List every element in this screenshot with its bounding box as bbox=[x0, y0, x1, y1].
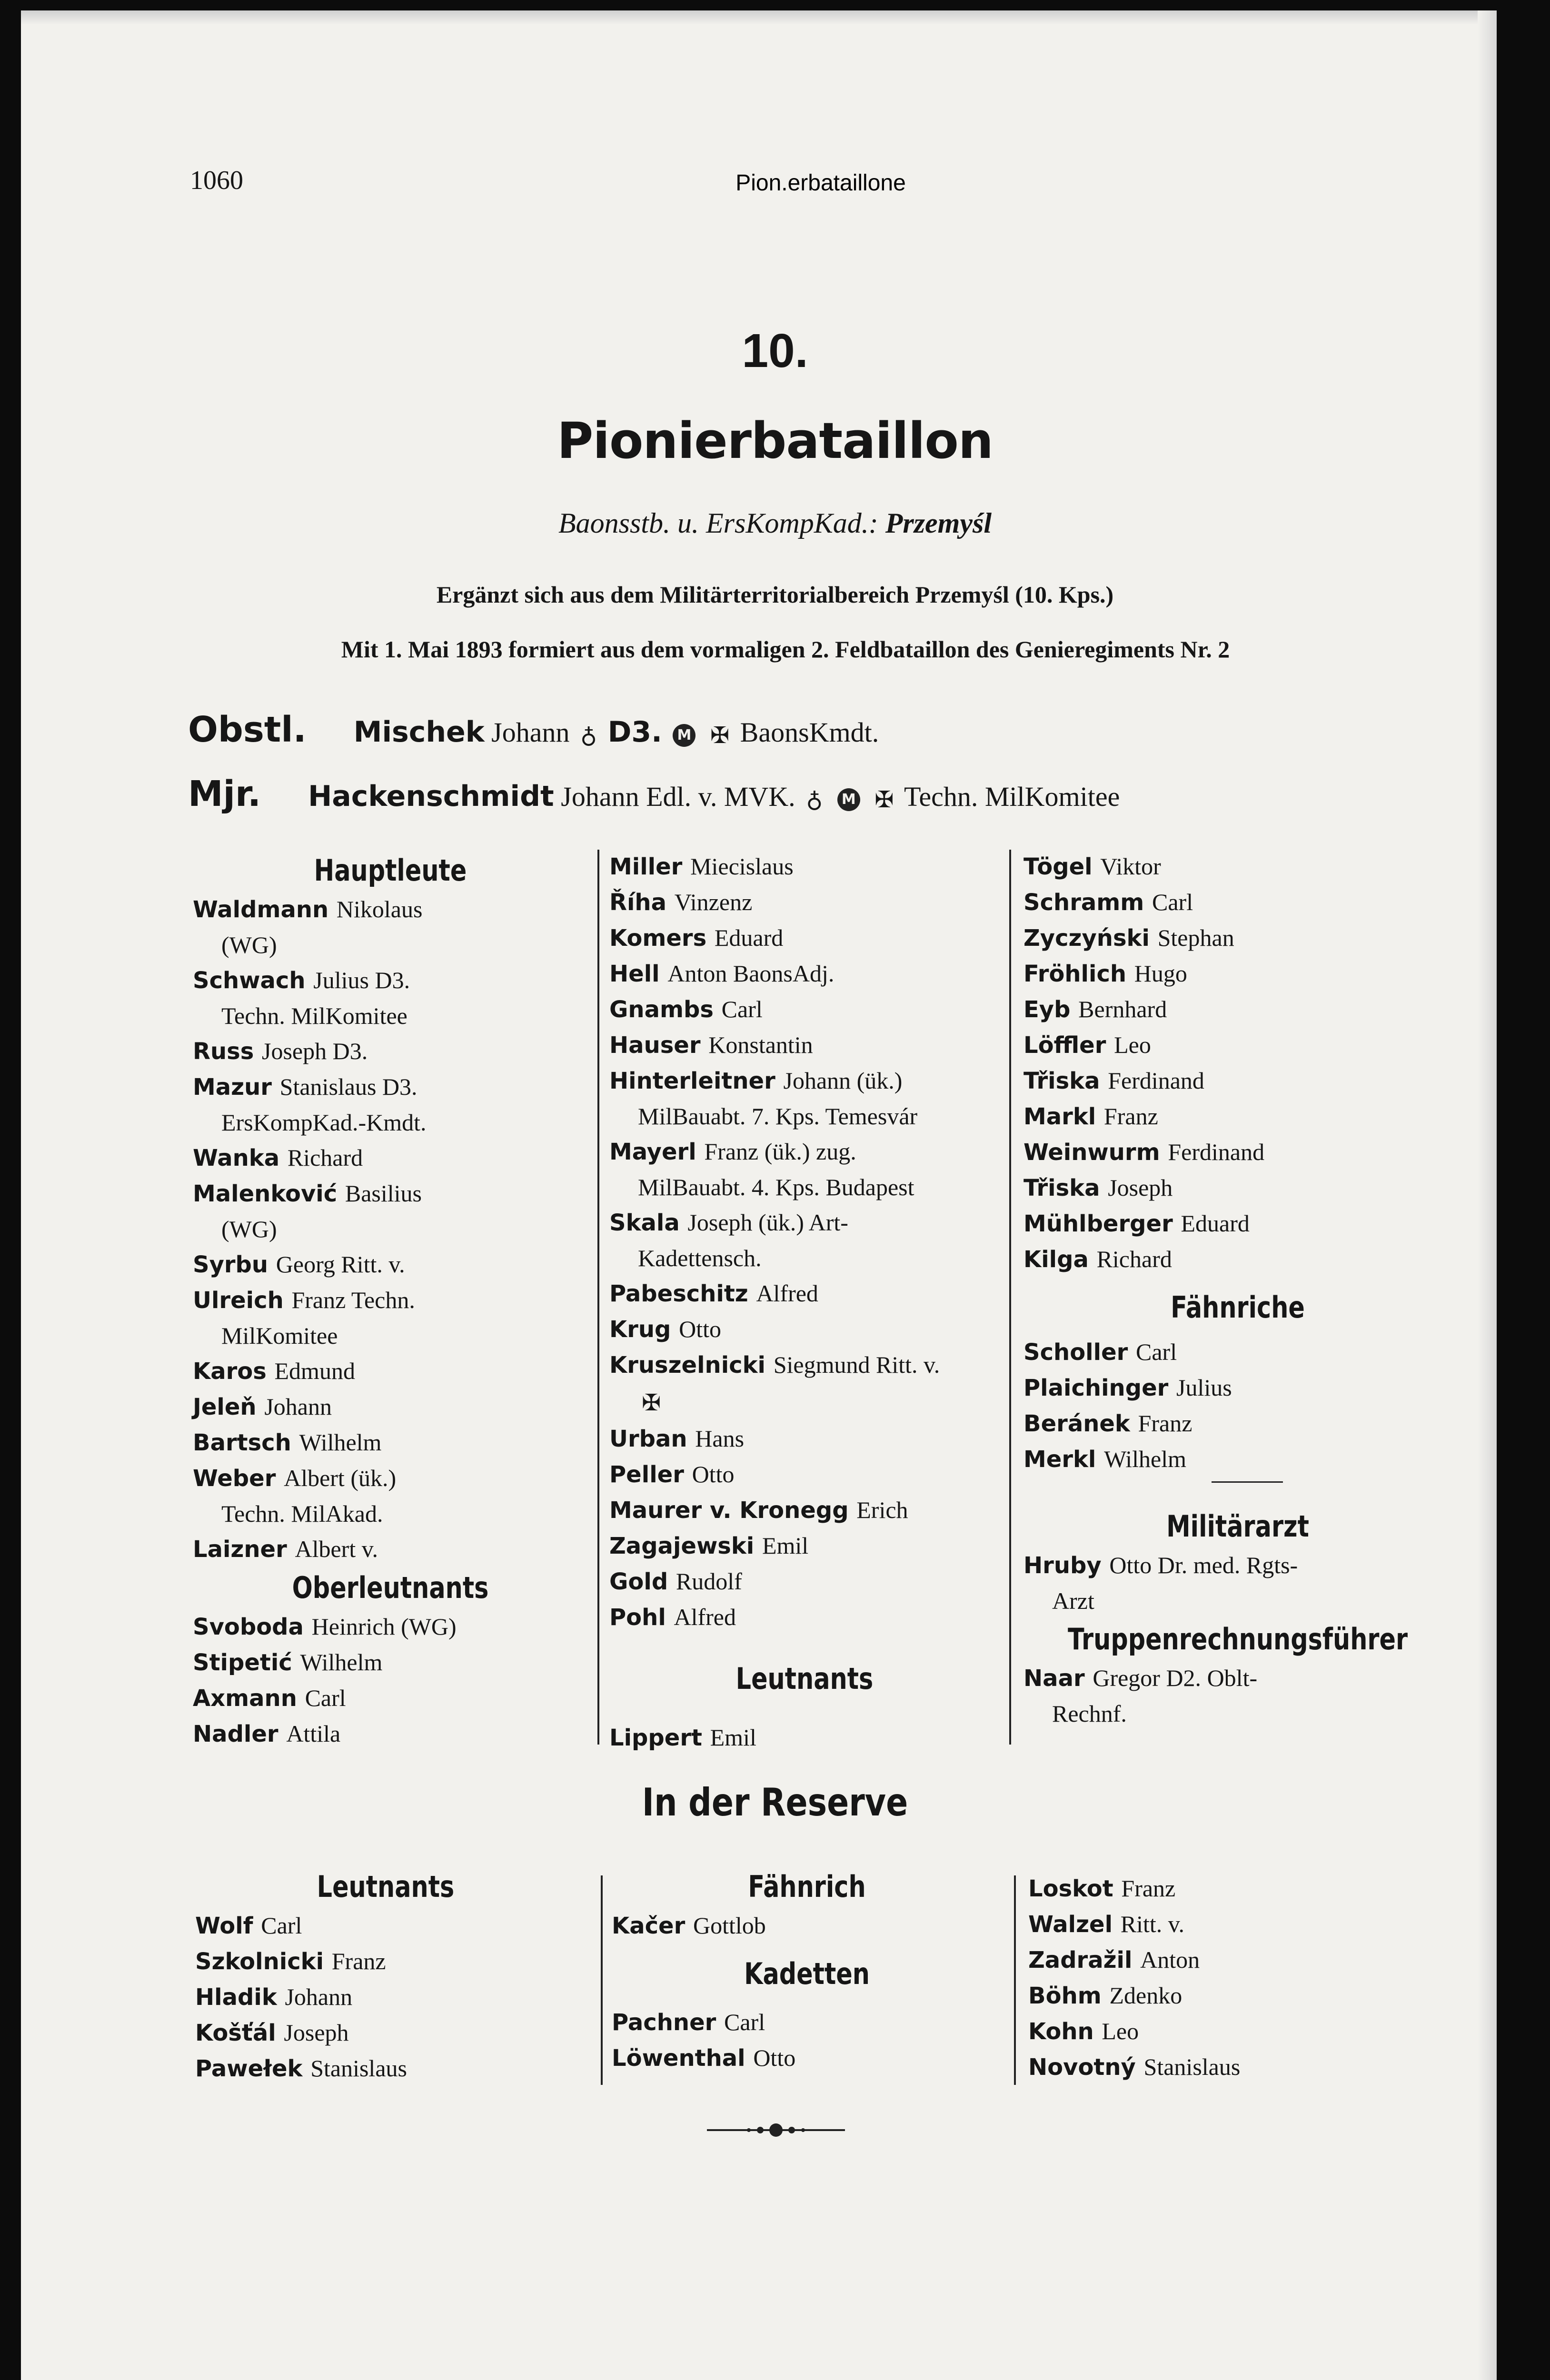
entry-continuation bbox=[193, 1318, 588, 1353]
entry-continuation bbox=[609, 1099, 1000, 1134]
given-name: Leo bbox=[1114, 1031, 1151, 1058]
function: BaonsKmdt. bbox=[740, 717, 879, 748]
heading-oberleutnants: Oberleutnants bbox=[292, 1570, 489, 1605]
given-name: Georg Ritt. v. bbox=[276, 1251, 405, 1278]
surname: Pabeschitz bbox=[609, 1280, 756, 1307]
intro-line-1: Ergänzt sich aus dem Militärterritorialbereich Przemyśl (10. Kps.) bbox=[436, 581, 1114, 608]
given-name: Joseph bbox=[687, 1209, 753, 1236]
officer-entry bbox=[609, 1027, 1000, 1063]
given-name: Gregor D2. bbox=[1093, 1665, 1202, 1691]
surname: Kačer bbox=[612, 1913, 693, 1939]
given-name: Attila bbox=[286, 1720, 341, 1747]
entry-continuation bbox=[193, 1496, 588, 1531]
heading-reserve-leutnants: Leutnants bbox=[317, 1869, 455, 1904]
given-name: Emil bbox=[762, 1532, 809, 1559]
surname: Mühlberger bbox=[1023, 1210, 1181, 1237]
given-name: Stanislaus bbox=[310, 2055, 407, 2082]
officer-entry bbox=[609, 992, 1000, 1027]
given-name: Richard bbox=[1096, 1246, 1172, 1272]
column-rule bbox=[601, 1875, 603, 2085]
given-name: Emil bbox=[710, 1724, 756, 1751]
officer-entry bbox=[609, 1720, 1000, 1755]
function: Techn. MilKomitee bbox=[904, 781, 1120, 812]
surname: Bartsch bbox=[193, 1429, 299, 1456]
militaerarzt-list bbox=[1023, 1547, 1452, 1618]
given-name: Franz bbox=[331, 1948, 386, 1974]
surname: Mischek bbox=[353, 715, 485, 749]
given-name: Johann bbox=[285, 1983, 353, 2010]
given-name: Johann bbox=[264, 1393, 332, 1420]
continuation-text: Kadettensch. bbox=[638, 1245, 762, 1271]
surname: Tögel bbox=[1023, 853, 1101, 880]
surname: Naar bbox=[1023, 1665, 1093, 1692]
surname: Beránek bbox=[1023, 1410, 1138, 1437]
officer-entry bbox=[609, 1421, 1000, 1457]
officer-entry bbox=[193, 962, 588, 998]
reserve-column-3 bbox=[1028, 1871, 1447, 2085]
entry-continuation bbox=[193, 1211, 588, 1247]
heading-faehnriche: Fähnriche bbox=[1171, 1290, 1305, 1325]
officer-entry bbox=[609, 884, 1000, 920]
surname: Schwach bbox=[193, 967, 314, 994]
officer-entry bbox=[193, 1460, 588, 1496]
surname: Urban bbox=[609, 1425, 696, 1452]
note: Techn. bbox=[346, 1287, 415, 1313]
given-name: Franz bbox=[291, 1287, 346, 1313]
surname: Jeleň bbox=[193, 1394, 265, 1420]
surname: Třiska bbox=[1023, 1175, 1108, 1201]
officer-entry bbox=[1023, 1370, 1452, 1406]
kadetten-list bbox=[612, 2004, 1002, 2076]
surname: Weinwurm bbox=[1023, 1139, 1168, 1166]
column-rule bbox=[1014, 1875, 1016, 2085]
officer-entry bbox=[193, 1425, 588, 1460]
surname: Zyczyński bbox=[1023, 925, 1158, 952]
medal-icon: M bbox=[673, 724, 696, 747]
surname: Komers bbox=[609, 925, 715, 952]
officer-entry bbox=[1028, 1978, 1447, 2013]
ornament-divider bbox=[707, 2121, 845, 2140]
officer-entry bbox=[193, 1353, 588, 1389]
surname: Schramm bbox=[1023, 889, 1152, 916]
officer-entry bbox=[1028, 1871, 1447, 1906]
officer-entry bbox=[193, 1069, 588, 1105]
cross-icon: ✠ bbox=[874, 787, 894, 813]
officer-entry bbox=[612, 1908, 1002, 1944]
officer-entry bbox=[1023, 1406, 1452, 1441]
officer-entry bbox=[1023, 1170, 1452, 1206]
given-name: Hans bbox=[695, 1425, 745, 1452]
officer-entry bbox=[195, 2015, 576, 2051]
officer-entry bbox=[1023, 1134, 1452, 1170]
leutnants-list bbox=[609, 1720, 1000, 1755]
given-name: Ferdinand bbox=[1168, 1139, 1265, 1165]
continuation-text: ErsKompKad.-Kmdt. bbox=[221, 1109, 427, 1136]
surname: Stipetić bbox=[193, 1649, 300, 1676]
surname: Axmann bbox=[193, 1685, 305, 1712]
surname: Mayerl bbox=[609, 1139, 705, 1165]
truppen-list bbox=[1023, 1660, 1452, 1731]
surname: Hruby bbox=[1023, 1552, 1110, 1579]
given-name: Wilhelm bbox=[300, 1649, 383, 1676]
given-name: Bernhard bbox=[1078, 996, 1167, 1022]
surname: Löffler bbox=[1023, 1032, 1114, 1059]
given-name: Otto bbox=[679, 1316, 722, 1342]
surname: Zadražil bbox=[1028, 1947, 1141, 1973]
officer-entry bbox=[193, 1531, 588, 1567]
surname: Pohl bbox=[609, 1604, 674, 1631]
officer-entry bbox=[195, 1944, 576, 1979]
given-name: Anton bbox=[1140, 1946, 1200, 1973]
surname: Pawełek bbox=[195, 2055, 311, 2082]
officer-entry bbox=[609, 1528, 1000, 1564]
officer-entry bbox=[1023, 1547, 1452, 1583]
officer-entry bbox=[1023, 1099, 1452, 1134]
officer-entry bbox=[193, 1247, 588, 1282]
surname: Košťál bbox=[195, 2020, 284, 2046]
surname: Merkl bbox=[1023, 1446, 1104, 1473]
reserve-heading: In der Reserve bbox=[642, 1780, 908, 1825]
note: (ük.) bbox=[851, 1067, 903, 1094]
heading-leutnants: Leutnants bbox=[735, 1661, 874, 1696]
officer-entry bbox=[193, 1680, 588, 1716]
surname: Hinterleitner bbox=[609, 1068, 784, 1094]
surname: Gold bbox=[609, 1568, 676, 1595]
continuation-text: MilBauabt. 4. Kps. Budapest bbox=[638, 1174, 914, 1200]
given-name: Franz bbox=[1103, 1103, 1158, 1130]
given-name: Johann bbox=[783, 1067, 851, 1094]
officer-entry bbox=[193, 1645, 588, 1680]
medal-icon: M bbox=[837, 788, 860, 811]
officer-entry bbox=[609, 1347, 1000, 1383]
given-name: Joseph bbox=[284, 2019, 349, 2046]
d-class: D3. bbox=[607, 715, 662, 749]
given-name: Wilhelm bbox=[299, 1429, 382, 1456]
surname: Böhm bbox=[1028, 1983, 1110, 2009]
officer-entry bbox=[609, 849, 1000, 884]
officer-entry bbox=[193, 1389, 588, 1425]
entry-continuation bbox=[609, 1170, 1000, 1205]
given-name: Albert v. bbox=[295, 1536, 378, 1562]
officer-entry bbox=[1028, 2049, 1447, 2085]
officer-entry bbox=[609, 1205, 1000, 1240]
heading-militaerarzt: Militärarzt bbox=[1166, 1509, 1309, 1544]
subtitle bbox=[0, 507, 1550, 540]
officer-entry bbox=[1023, 992, 1452, 1027]
officer-entry bbox=[1028, 1906, 1447, 1942]
officer-entry bbox=[193, 1716, 588, 1752]
surname: Hladik bbox=[195, 1984, 285, 2011]
given-name: Joseph bbox=[1108, 1174, 1173, 1201]
surname: Löwenthal bbox=[612, 2045, 754, 2072]
given-name: Viktor bbox=[1100, 853, 1161, 880]
officer-entry bbox=[193, 892, 588, 927]
officer-entry bbox=[609, 1457, 1000, 1492]
surname: Russ bbox=[193, 1038, 262, 1065]
surname: Waldmann bbox=[193, 896, 337, 923]
entry-continuation bbox=[1023, 1583, 1452, 1618]
note: (ük.) bbox=[344, 1465, 397, 1491]
officer-entry bbox=[1023, 956, 1452, 992]
heading-kadetten: Kadetten bbox=[744, 1956, 870, 1991]
given-name: Anton bbox=[667, 960, 727, 987]
given-name: Vinzenz bbox=[674, 889, 753, 915]
officer-entry bbox=[609, 1276, 1000, 1311]
note: (WG) bbox=[395, 1613, 457, 1640]
officer-entry bbox=[1023, 1027, 1452, 1063]
given-name: Joseph D3. bbox=[261, 1038, 368, 1064]
given-name: Erich bbox=[856, 1496, 908, 1523]
surname: Peller bbox=[609, 1461, 692, 1488]
surname: Laizner bbox=[193, 1536, 295, 1563]
section-number: 10. bbox=[742, 324, 808, 377]
note: (ük.) zug. bbox=[758, 1138, 856, 1165]
surname: Kohn bbox=[1028, 2018, 1102, 2045]
surname: Wolf bbox=[195, 1913, 261, 1939]
faehnrich-list bbox=[612, 1908, 1002, 1944]
heading-truppen: Truppenrechnungsführer bbox=[1067, 1622, 1408, 1656]
given-name: Carl bbox=[1152, 889, 1193, 915]
continuation-text: Rechnf. bbox=[1052, 1700, 1127, 1727]
officer-entry bbox=[1028, 1942, 1447, 1978]
cross-icon: ✠ bbox=[710, 723, 730, 748]
given-name: Stephan bbox=[1157, 924, 1234, 951]
officer-entry bbox=[609, 1492, 1000, 1528]
heading-hauptleute: Hauptleute bbox=[314, 853, 467, 888]
surname: Malenković bbox=[193, 1180, 345, 1207]
surname: Fröhlich bbox=[1023, 961, 1134, 987]
surname: Hackenschmidt bbox=[308, 780, 554, 813]
officer-entry bbox=[1023, 1241, 1452, 1277]
column-1 bbox=[193, 850, 588, 1752]
surname: Markl bbox=[1023, 1103, 1104, 1130]
officer-entry bbox=[609, 1599, 1000, 1635]
given-name: Siegmund Ritt. v. bbox=[773, 1351, 940, 1378]
hauptleute-list bbox=[193, 892, 588, 1567]
officer-entry bbox=[612, 2040, 1002, 2076]
officer-entry bbox=[609, 1134, 1000, 1170]
given-name: Heinrich bbox=[311, 1613, 395, 1640]
surname: Pachner bbox=[612, 2009, 725, 2036]
surname: Scholler bbox=[1023, 1339, 1136, 1366]
given-name: Hugo bbox=[1134, 960, 1187, 987]
given-name: Konstantin bbox=[708, 1031, 813, 1058]
officer-entry bbox=[1023, 849, 1452, 884]
given-name: Rudolf bbox=[676, 1567, 742, 1595]
given-name: Edmund bbox=[274, 1358, 355, 1384]
given-name: Basilius bbox=[345, 1180, 422, 1207]
surname: Maurer v. Kronegg bbox=[609, 1497, 857, 1524]
given-name: Zdenko bbox=[1109, 1982, 1182, 2009]
section-title: Pionierbataillon bbox=[557, 412, 993, 470]
officer-entry bbox=[1023, 1441, 1452, 1477]
officer-entry bbox=[1023, 1206, 1452, 1241]
reserve-leutnants-list bbox=[195, 1908, 576, 2086]
given-name: Leo bbox=[1102, 2018, 1139, 2044]
note: Oblt- bbox=[1201, 1665, 1258, 1691]
note: Rgts- bbox=[1240, 1552, 1298, 1578]
given-name: Alfred bbox=[756, 1280, 818, 1307]
surname: Szkolnicki bbox=[195, 1948, 332, 1975]
surname: Lippert bbox=[609, 1724, 710, 1751]
surname: Krug bbox=[609, 1316, 679, 1343]
given-name: Otto Dr. med. bbox=[1109, 1552, 1241, 1578]
given-name: Eduard bbox=[714, 924, 784, 951]
subtitle-location: Przemyśl bbox=[885, 507, 992, 539]
cross-icon: ✠ bbox=[642, 1390, 661, 1416]
surname: Třiska bbox=[1023, 1068, 1108, 1094]
continuation-text: Techn. MilAkad. bbox=[221, 1500, 383, 1527]
given-name: Stanislaus bbox=[1143, 2053, 1241, 2080]
officer-entry bbox=[1023, 920, 1452, 956]
given-name: Wilhelm bbox=[1104, 1446, 1187, 1472]
given-name: Stanislaus D3. bbox=[279, 1073, 417, 1100]
given-name: Miecislaus bbox=[690, 853, 794, 880]
faehnriche-list bbox=[1023, 1334, 1452, 1477]
staff-mjr bbox=[188, 774, 1120, 814]
continuation-text: Techn. MilKomitee bbox=[221, 1002, 407, 1029]
given-name: Albert bbox=[284, 1465, 345, 1491]
entry-continuation bbox=[609, 1240, 1000, 1276]
given-name: Carl bbox=[305, 1685, 346, 1711]
entry-continuation bbox=[193, 927, 588, 962]
subtitle-prefix: Baonsstb. u. ErsKompKad.: bbox=[558, 507, 878, 539]
given-name: Eduard bbox=[1181, 1210, 1250, 1237]
officer-entry bbox=[1023, 1660, 1452, 1696]
given-name: Carl bbox=[724, 2009, 765, 2035]
surname: Zagajewski bbox=[609, 1532, 762, 1559]
surname: Miller bbox=[609, 853, 691, 880]
column-2 bbox=[609, 849, 1000, 1755]
given-name: Otto bbox=[753, 2044, 796, 2071]
given-name: Ferdinand bbox=[1108, 1067, 1204, 1094]
entry-continuation bbox=[193, 998, 588, 1033]
given-name: Carl bbox=[721, 996, 763, 1022]
surname: Weber bbox=[193, 1465, 284, 1492]
officer-entry bbox=[1023, 1063, 1452, 1099]
surname: Syrbu bbox=[193, 1251, 276, 1278]
given-name: Gottlob bbox=[693, 1912, 766, 1939]
surname: Mazur bbox=[193, 1074, 280, 1101]
officer-entry bbox=[195, 1908, 576, 1944]
surname: Karos bbox=[193, 1358, 275, 1385]
surname: Novotný bbox=[1028, 2054, 1144, 2081]
entry-continuation bbox=[193, 1105, 588, 1140]
staff-obstl bbox=[188, 709, 879, 750]
given-name: Johann bbox=[491, 717, 570, 748]
decoration-icon: ♁ bbox=[580, 723, 597, 748]
surname: Plaichinger bbox=[1023, 1375, 1177, 1401]
given-name: Richard bbox=[287, 1144, 363, 1171]
decoration-icon: ♁ bbox=[806, 787, 823, 813]
surname: Hauser bbox=[609, 1032, 709, 1059]
officer-entry bbox=[1023, 884, 1452, 920]
surname: Walzel bbox=[1028, 1911, 1121, 1938]
surname: Svoboda bbox=[193, 1614, 312, 1640]
officer-list bbox=[1023, 849, 1452, 1277]
reserve-column-2 bbox=[612, 1866, 1002, 2076]
surname: Loskot bbox=[1028, 1875, 1122, 1902]
continuation-text: MilBauabt. 7. Kps. Temesvár bbox=[638, 1103, 918, 1130]
given-name: Carl bbox=[1136, 1339, 1177, 1365]
surname: Gnambs bbox=[609, 996, 722, 1023]
officer-entry bbox=[609, 1564, 1000, 1599]
given-name: Otto bbox=[692, 1460, 735, 1488]
given-name: Nikolaus bbox=[336, 896, 423, 922]
officer-entry bbox=[193, 1282, 588, 1318]
officer-entry bbox=[609, 1311, 1000, 1347]
page-number: 1060 bbox=[190, 166, 243, 195]
given-name: Carl bbox=[261, 1912, 302, 1939]
surname: Kruszelnicki bbox=[609, 1352, 774, 1378]
column-rule bbox=[597, 850, 599, 1745]
surname: Skala bbox=[609, 1210, 688, 1236]
given-name: Ritt. v. bbox=[1120, 1911, 1185, 1937]
officer-entry bbox=[609, 920, 1000, 956]
column-rule bbox=[1009, 850, 1011, 1745]
officer-list bbox=[609, 849, 1000, 1635]
continuation-text: MilKomitee bbox=[221, 1322, 338, 1349]
oberleutnants-list bbox=[193, 1609, 588, 1752]
officer-entry bbox=[193, 1033, 588, 1069]
reserve-column-1 bbox=[195, 1866, 576, 2086]
reserve-list bbox=[1028, 1871, 1447, 2085]
intro-line-2: Mit 1. Mai 1893 formiert aus dem vormaligen 2. Feldbataillon des Genieregiments Nr. 2 bbox=[341, 636, 1230, 663]
given-name: Johann Edl. v. MVK. bbox=[561, 781, 795, 812]
given-name: Franz bbox=[1138, 1410, 1192, 1437]
given-name: Franz bbox=[704, 1138, 759, 1165]
entry-continuation bbox=[1023, 1696, 1452, 1731]
officer-entry bbox=[1028, 2013, 1447, 2049]
surname: Kilga bbox=[1023, 1246, 1097, 1273]
officer-entry bbox=[193, 1609, 588, 1645]
continuation-text: (WG) bbox=[221, 1216, 277, 1242]
given-name: Alfred bbox=[674, 1603, 736, 1630]
surname: Nadler bbox=[193, 1721, 287, 1747]
officer-entry bbox=[193, 1140, 588, 1176]
column-3 bbox=[1023, 849, 1452, 1731]
given-name: Franz bbox=[1121, 1875, 1176, 1902]
entry-continuation bbox=[609, 1383, 1000, 1421]
note: BaonsAdj. bbox=[727, 960, 835, 987]
officer-entry bbox=[193, 1176, 588, 1211]
officer-entry bbox=[195, 2051, 576, 2086]
surname: Říha bbox=[609, 889, 675, 916]
officer-entry bbox=[1023, 1334, 1452, 1370]
officer-entry bbox=[609, 956, 1000, 992]
officer-entry bbox=[609, 1063, 1000, 1099]
running-title: Pion.erbataillone bbox=[735, 170, 906, 196]
heading-faehnrich: Fähnrich bbox=[748, 1869, 866, 1904]
officer-entry bbox=[612, 2004, 1002, 2040]
rank-label: Obstl. bbox=[188, 709, 307, 750]
officer-entry bbox=[195, 1979, 576, 2015]
surname: Eyb bbox=[1023, 996, 1079, 1023]
continuation-text: Arzt bbox=[1052, 1587, 1094, 1614]
continuation-text: (WG) bbox=[221, 932, 277, 958]
surname: Wanka bbox=[193, 1145, 288, 1171]
surname: Ulreich bbox=[193, 1287, 292, 1314]
given-name: Julius D3. bbox=[313, 967, 410, 993]
note: (ük.) Art- bbox=[752, 1209, 848, 1236]
given-name: Julius bbox=[1176, 1374, 1232, 1401]
surname: Hell bbox=[609, 961, 668, 987]
rank-label: Mjr. bbox=[188, 774, 261, 814]
